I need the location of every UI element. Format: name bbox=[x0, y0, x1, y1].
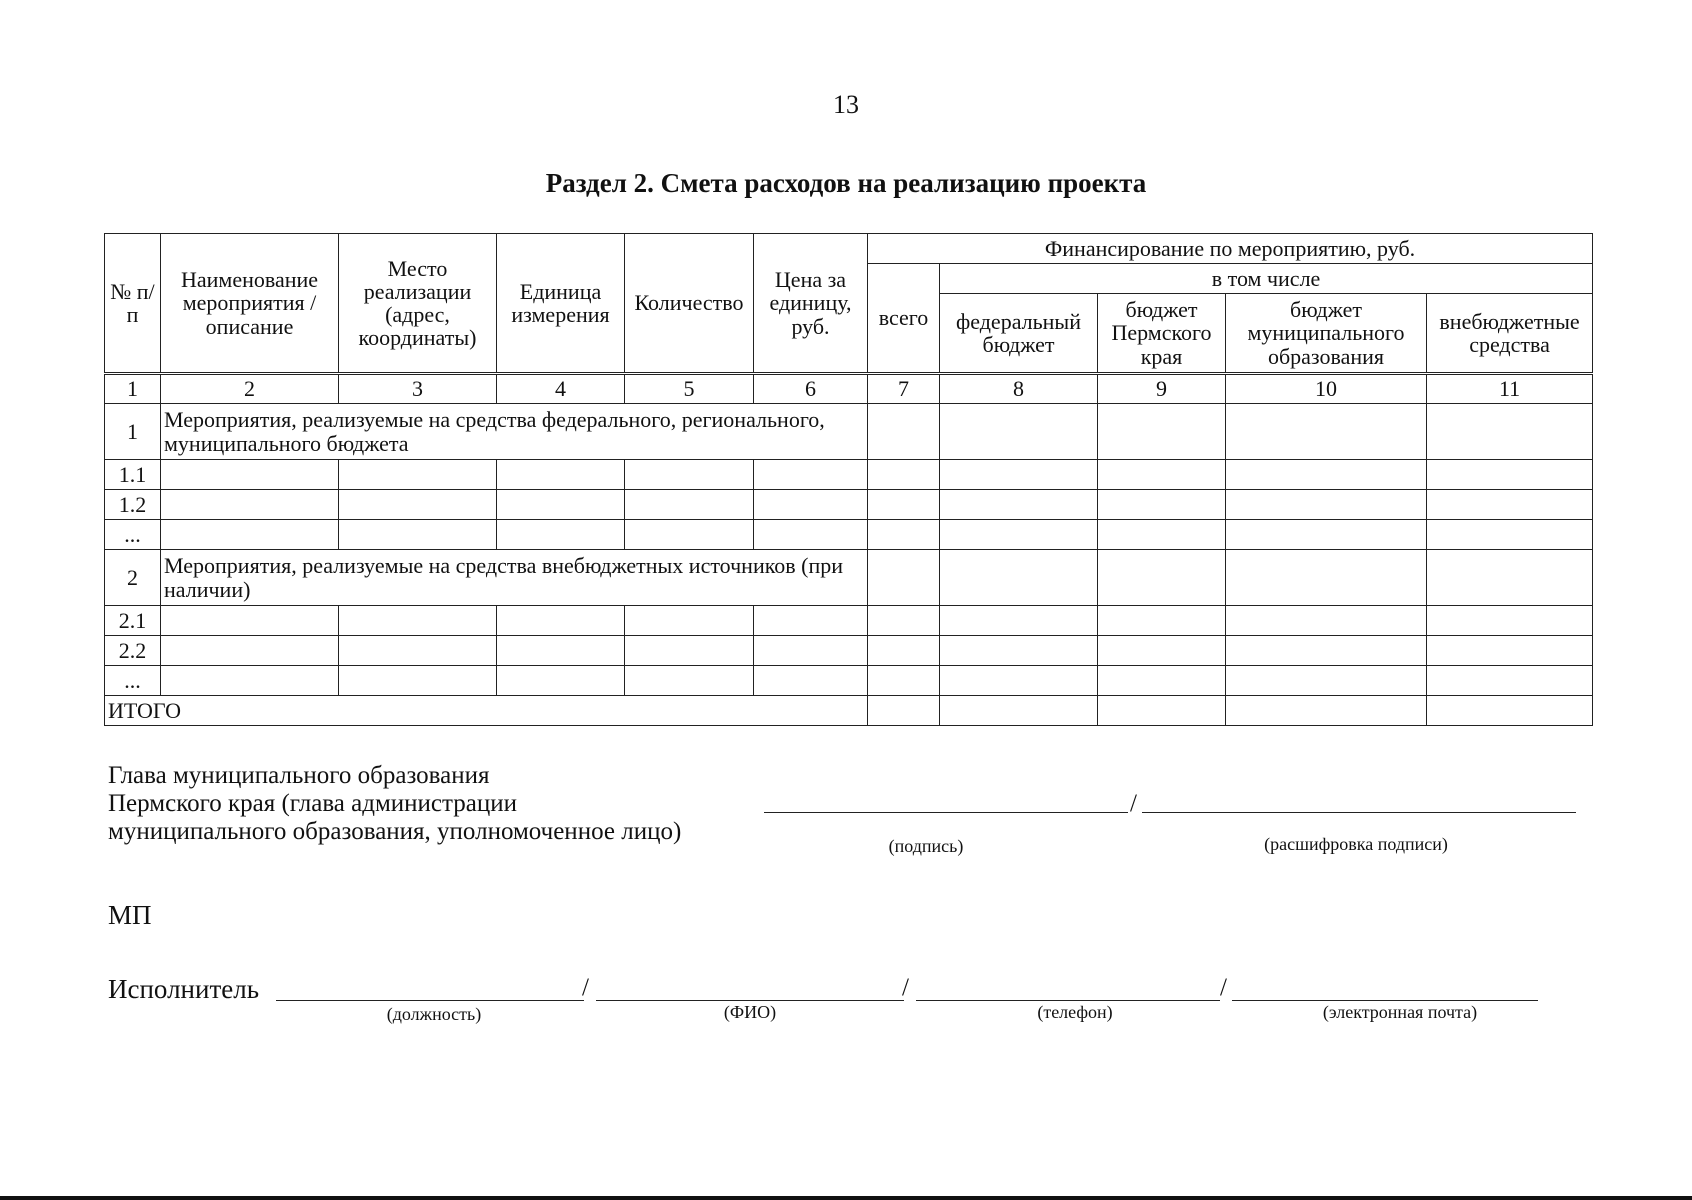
cell bbox=[868, 520, 940, 550]
cell bbox=[868, 606, 940, 636]
cell bbox=[940, 636, 1098, 666]
header-unit: Единица измерения bbox=[497, 234, 625, 374]
cell bbox=[1098, 490, 1226, 520]
header-row bbox=[105, 234, 1593, 264]
cell bbox=[868, 666, 940, 696]
cell bbox=[868, 696, 940, 726]
header-total: всего bbox=[868, 264, 940, 374]
cell bbox=[1226, 520, 1427, 550]
cell bbox=[1226, 696, 1427, 726]
cell bbox=[339, 460, 497, 490]
cell bbox=[940, 666, 1098, 696]
cell bbox=[161, 460, 339, 490]
cell bbox=[1427, 606, 1593, 636]
cell bbox=[1226, 666, 1427, 696]
phone-line[interactable] bbox=[916, 1000, 1220, 1001]
cell bbox=[625, 666, 754, 696]
cell bbox=[754, 460, 868, 490]
cell bbox=[754, 666, 868, 696]
cell bbox=[497, 606, 625, 636]
cell bbox=[940, 550, 1098, 606]
cell bbox=[1226, 460, 1427, 490]
column-number: 7 bbox=[868, 374, 940, 404]
cell bbox=[625, 636, 754, 666]
page-edge bbox=[0, 1196, 1692, 1200]
cell bbox=[1098, 520, 1226, 550]
cell bbox=[1226, 490, 1427, 520]
cell bbox=[1427, 550, 1593, 606]
cell bbox=[339, 666, 497, 696]
header-price: Цена за единицу, руб. bbox=[754, 234, 868, 374]
group-num: 1 bbox=[105, 404, 161, 460]
position-line[interactable] bbox=[276, 1000, 584, 1001]
caption-position: (должность) bbox=[386, 1004, 482, 1024]
cell bbox=[868, 490, 940, 520]
signature-decoding-line[interactable] bbox=[1142, 812, 1576, 813]
head-text-line: Пермского края (глава администрации bbox=[108, 790, 517, 817]
separator: / bbox=[1130, 790, 1137, 817]
cell bbox=[940, 404, 1098, 460]
group-row bbox=[105, 404, 1593, 460]
column-number: 1 bbox=[105, 374, 161, 404]
cell bbox=[1427, 636, 1593, 666]
cell bbox=[161, 636, 339, 666]
header-including: в том числе bbox=[940, 264, 1593, 294]
row-num: 1.2 bbox=[105, 490, 161, 520]
column-number: 6 bbox=[754, 374, 868, 404]
header-extrabudget: внебюджетные средства bbox=[1427, 294, 1593, 374]
cell bbox=[339, 636, 497, 666]
header-financing: Финансирование по мероприятию, руб. bbox=[868, 234, 1593, 264]
cell bbox=[339, 606, 497, 636]
cell bbox=[1226, 404, 1427, 460]
cell bbox=[754, 606, 868, 636]
group-title: Мероприятия, реализуемые на средства внебюджетных источников (при наличии) bbox=[161, 550, 868, 606]
separator: / bbox=[902, 974, 909, 1001]
separator: / bbox=[582, 974, 589, 1001]
table-row bbox=[105, 520, 1593, 550]
cell bbox=[1427, 666, 1593, 696]
cell bbox=[1427, 404, 1593, 460]
table-row bbox=[105, 460, 1593, 490]
total-label: ИТОГО bbox=[105, 696, 868, 726]
cell bbox=[625, 606, 754, 636]
cell bbox=[1226, 636, 1427, 666]
cell bbox=[868, 404, 940, 460]
column-number: 8 bbox=[940, 374, 1098, 404]
cell bbox=[161, 490, 339, 520]
cell bbox=[1427, 520, 1593, 550]
cell bbox=[497, 490, 625, 520]
cell bbox=[1427, 460, 1593, 490]
cell bbox=[161, 666, 339, 696]
group-num: 2 bbox=[105, 550, 161, 606]
caption-signature: (подпись) bbox=[888, 836, 964, 856]
caption-name: (ФИО) bbox=[723, 1002, 777, 1022]
signature-line[interactable] bbox=[764, 812, 1128, 813]
cell bbox=[940, 606, 1098, 636]
header-quantity: Количество bbox=[625, 234, 754, 374]
row-num: 2.2 bbox=[105, 636, 161, 666]
email-line[interactable] bbox=[1232, 1000, 1538, 1001]
column-number: 5 bbox=[625, 374, 754, 404]
cell bbox=[754, 520, 868, 550]
executor-label: Исполнитель bbox=[108, 974, 260, 1004]
total-row bbox=[105, 696, 1593, 726]
group-row bbox=[105, 550, 1593, 606]
row-num: ... bbox=[105, 666, 161, 696]
cell bbox=[497, 460, 625, 490]
table-row bbox=[105, 490, 1593, 520]
cell bbox=[940, 460, 1098, 490]
cell bbox=[497, 666, 625, 696]
cell bbox=[339, 490, 497, 520]
column-number: 2 bbox=[161, 374, 339, 404]
cell bbox=[1098, 460, 1226, 490]
row-num: 1.1 bbox=[105, 460, 161, 490]
row-num: ... bbox=[105, 520, 161, 550]
cell bbox=[1226, 550, 1427, 606]
section-title: Раздел 2. Смета расходов на реализацию проекта bbox=[545, 168, 1147, 198]
caption-decoding: (расшифровка подписи) bbox=[1264, 834, 1448, 854]
cell bbox=[754, 490, 868, 520]
row-num: 2.1 bbox=[105, 606, 161, 636]
cell bbox=[1098, 404, 1226, 460]
cell bbox=[1427, 490, 1593, 520]
cell bbox=[625, 460, 754, 490]
cell bbox=[940, 520, 1098, 550]
header-place: Место реализации (адрес, координаты) bbox=[339, 234, 497, 374]
head-text-line: муниципального образования, уполномоченное лицо) bbox=[108, 818, 682, 845]
cell bbox=[161, 606, 339, 636]
header-federal: федеральный бюджет bbox=[940, 294, 1098, 374]
header-municipal: бюджет муниципального образования bbox=[1226, 294, 1427, 374]
separator: / bbox=[1220, 974, 1227, 1001]
cell bbox=[1226, 606, 1427, 636]
cell bbox=[161, 520, 339, 550]
page-number: 13 bbox=[833, 90, 859, 119]
cell bbox=[1098, 606, 1226, 636]
cell bbox=[754, 636, 868, 666]
cell bbox=[1427, 696, 1593, 726]
cell bbox=[625, 520, 754, 550]
column-number: 11 bbox=[1427, 374, 1593, 404]
header-regional: бюджет Пермского края bbox=[1098, 294, 1226, 374]
header-name: Наименование мероприятия / описание bbox=[161, 234, 339, 374]
cell bbox=[1098, 550, 1226, 606]
cell bbox=[940, 490, 1098, 520]
cell bbox=[497, 636, 625, 666]
cell bbox=[940, 696, 1098, 726]
cell bbox=[1098, 696, 1226, 726]
head-text-line: Глава муниципального образования bbox=[108, 762, 490, 789]
table-row bbox=[105, 606, 1593, 636]
cell bbox=[868, 636, 940, 666]
column-number-row bbox=[105, 374, 1593, 404]
table-row bbox=[105, 666, 1593, 696]
cell bbox=[868, 550, 940, 606]
column-number: 4 bbox=[497, 374, 625, 404]
caption-phone: (телефон) bbox=[1037, 1002, 1113, 1022]
caption-email: (электронная почта) bbox=[1322, 1002, 1478, 1022]
header-num: № п/п bbox=[105, 234, 161, 374]
cell bbox=[625, 490, 754, 520]
column-number: 9 bbox=[1098, 374, 1226, 404]
cell bbox=[497, 520, 625, 550]
cell bbox=[868, 460, 940, 490]
budget-table bbox=[104, 233, 1593, 726]
head-signature-text bbox=[108, 762, 681, 846]
group-title: Мероприятия, реализуемые на средства федерального, регионального, муниципального бюджета bbox=[161, 404, 868, 460]
stamp-label: МП bbox=[108, 900, 152, 930]
table-row bbox=[105, 636, 1593, 666]
cell bbox=[1098, 636, 1226, 666]
cell bbox=[1098, 666, 1226, 696]
name-line[interactable] bbox=[596, 1000, 904, 1001]
cell bbox=[339, 520, 497, 550]
column-number: 3 bbox=[339, 374, 497, 404]
column-number: 10 bbox=[1226, 374, 1427, 404]
